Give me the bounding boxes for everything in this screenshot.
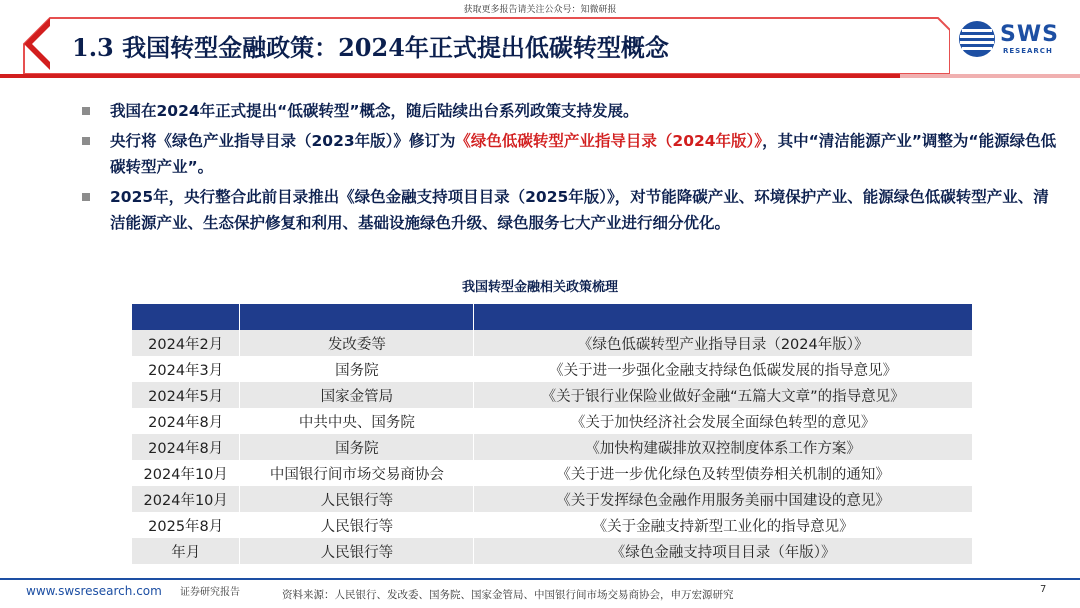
date-cell: 2024年10月: [132, 460, 240, 486]
footer-source: 资料来源：人民银行、发改委、国务院、国家金管局、中国银行间市场交易商协会，申万宏源研究: [282, 589, 734, 601]
header-cell: [474, 304, 973, 330]
policy-cell: 《绿色低碳转型产业指导目录（2024年版）》: [474, 330, 973, 356]
issuer-cell: 国务院: [240, 434, 474, 460]
policy-cell: 《绿色金融支持项目目录（年版）》: [474, 538, 973, 564]
table-header-row: [132, 304, 973, 330]
bullet-item: [80, 184, 1060, 236]
policy-cell: 《关于银行业保险业做好金融“五篇大文章”的指导意见》: [474, 382, 973, 408]
issuer-cell: 人民银行等: [240, 486, 474, 512]
issuer-cell: 人民银行等: [240, 512, 474, 538]
square-bullet-icon: [82, 107, 90, 115]
table-row: [132, 486, 973, 512]
table-title: 我国转型金融相关政策梳理: [461, 280, 618, 295]
bullet-text: ，其中“清洁能源产业”调整为“能源绿色低碳转型产业”。: [110, 132, 1057, 176]
globe-logo-icon: [958, 20, 996, 58]
date-cell: 2024年8月: [132, 434, 240, 460]
table-row: [132, 330, 973, 356]
header-cell: [132, 304, 240, 330]
policy-cell: 《关于进一步强化金融支持绿色低碳发展的指导意见》: [474, 356, 973, 382]
footer-report-type: 证券研究报告: [180, 587, 240, 598]
issuer-cell: 中共中央、国务院: [240, 408, 474, 434]
bullet-text: 央行将《绿色产业指导目录（2023年版）》修订为: [110, 132, 456, 150]
footer-rule: [0, 578, 1080, 580]
logo-text: SWS: [1000, 22, 1059, 47]
issuer-cell: 国家金管局: [240, 382, 474, 408]
bullet-item: [80, 128, 1060, 180]
page-title: 1.3 我国转型金融政策：2024年正式提出低碳转型概念: [72, 33, 669, 62]
policy-cell: 《关于进一步优化绿色及转型债券相关机制的通知》: [474, 460, 973, 486]
square-bullet-icon: [82, 193, 90, 201]
policy-cell: 《关于发挥绿色金融作用服务美丽中国建设的意见》: [474, 486, 973, 512]
highlighted-text: 《绿色低碳转型产业指导目录（2024年版）》: [455, 132, 763, 150]
header-cell: [240, 304, 474, 330]
date-cell: 2024年5月: [132, 382, 240, 408]
table-row: [132, 538, 973, 564]
policy-cell: 《关于加快经济社会发展全面绿色转型的意见》: [474, 408, 973, 434]
table-row: [132, 408, 973, 434]
bullet-text: 2025年，央行整合此前目录推出《绿色金融支持项目目录（2025年版）》，对节能降碳产业、环境保护产业、能源绿色低碳转型产业、清洁能源产业、生态保护修复和利用、基础设施绿色升级、绿色服务七大产业进行细分优化。: [110, 188, 1049, 232]
policy-cell: 《加快构建碳排放双控制度体系工作方案》: [474, 434, 973, 460]
bullet-text: 我国在2024年正式提出“低碳转型”概念，随后陆续出台系列政策支持发展。: [110, 102, 639, 120]
sws-logo: [958, 20, 1063, 60]
date-cell: 年月: [132, 538, 240, 564]
policy-table: [132, 304, 973, 564]
logo-subtext: RESEARCH: [1003, 47, 1053, 55]
table-row: [132, 434, 973, 460]
header-rule: [0, 74, 1080, 78]
table-row: [132, 356, 973, 382]
issuer-cell: 国务院: [240, 356, 474, 382]
issuer-cell: 人民银行等: [240, 538, 474, 564]
date-cell: 2024年3月: [132, 356, 240, 382]
footer-website-link[interactable]: www.swsresearch.com: [26, 584, 162, 598]
date-cell: 2024年2月: [132, 330, 240, 356]
table-row: [132, 382, 973, 408]
top-note: 获取更多报告请关注公众号：知微研报: [463, 5, 617, 15]
table-row: [132, 512, 973, 538]
issuer-cell: 发改委等: [240, 330, 474, 356]
issuer-cell: 中国银行间市场交易商协会: [240, 460, 474, 486]
page-number: 7: [1040, 584, 1047, 595]
bullet-list: [80, 98, 1060, 240]
bullet-item: [80, 98, 1060, 124]
title-banner: [20, 16, 950, 74]
date-cell: 2024年8月: [132, 408, 240, 434]
table-row: [132, 460, 973, 486]
date-cell: 2024年10月: [132, 486, 240, 512]
policy-cell: 《关于金融支持新型工业化的指导意见》: [474, 512, 973, 538]
square-bullet-icon: [82, 137, 90, 145]
date-cell: 2025年8月: [132, 512, 240, 538]
